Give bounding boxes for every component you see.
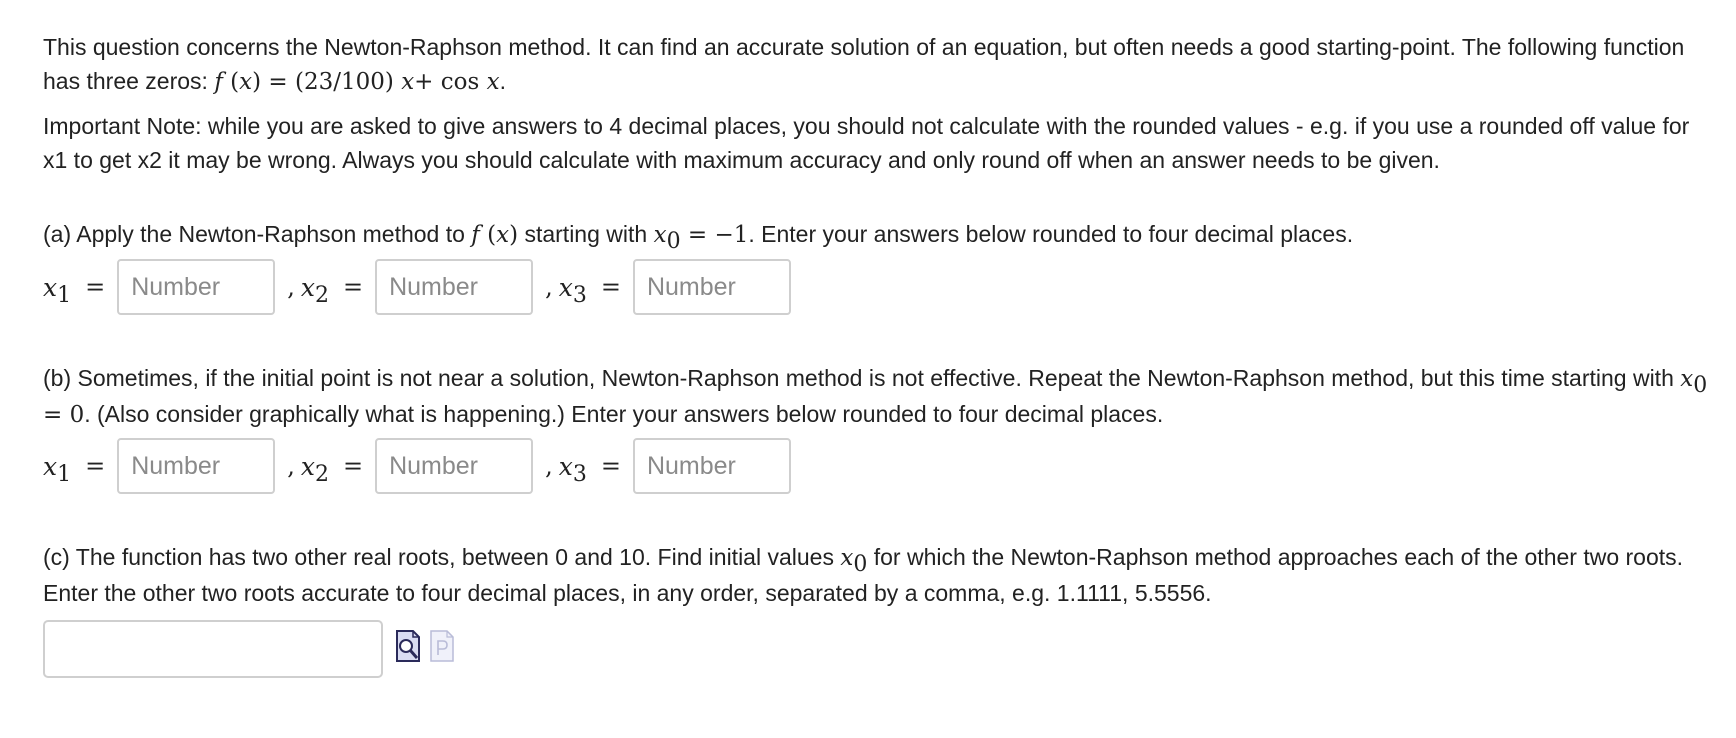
part-c-answer-row (43, 620, 1713, 678)
important-note: Important Note: while you are asked to give answers to 4 decimal places, you should not calculate with the rounded values - e.g. if you use a rounded off value for x1 to get x2 it may be wrong. Always you should calculate with maximum accuracy and only round off when an answer needs to be given. (43, 113, 1690, 173)
x2-label: x2 (300, 451, 329, 487)
part-b-x1-input[interactable] (117, 438, 275, 494)
part-c-prompt: (c) The function has two other real roots, between 0 and 10. Find initial values x0 for which the Newton-Raphson method approaches each of the other two roots. Enter the other two roots accurate to four decimal places, in any order, separated by a comma, e.g. 1.1111, 5.5556. (43, 544, 1684, 606)
part-a-answers: x1 = Number , x2 = Number , x3 = Number (43, 257, 1713, 317)
intro-text: This question concerns the Newton-Raphson method. It can find an accurate solution of an equation, but often needs a good starting-point. The following function has three zeros: (43, 34, 1685, 94)
x3-label: x3 (558, 272, 587, 308)
x3-label: x3 (558, 451, 587, 487)
intro-paragraph: This question concerns the Newton-Raphson method. It can find an accurate solution of an equation, but often needs a good starting-point. The following function has three zeros: f (x) = (23/100) x+ cos x. (43, 34, 1685, 95)
part-a-x3-input[interactable] (633, 259, 791, 315)
x2-label: x2 (300, 272, 329, 308)
part-b-prompt: (b) Sometimes, if the initial point is not near a solution, Newton-Raphson method is not effective. Repeat the Newton-Raphson method, but this time starting with x0 = 0. (Also consider graphically what is happening.) Enter your answers below rounded to four decimal places. (43, 365, 1708, 428)
x1-label: x1 (43, 272, 72, 308)
part-a-x2-input[interactable] (375, 259, 533, 315)
part-a-x1-input[interactable] (117, 259, 275, 315)
part-b-x2-input[interactable] (375, 438, 533, 494)
question-content (43, 30, 1713, 678)
part-c-roots-input[interactable] (43, 620, 383, 678)
function-expression: f (x) = (23/100) x+ cos x (214, 69, 500, 95)
preview-icon[interactable] (395, 629, 421, 669)
x1-label: x1 (43, 451, 72, 487)
syntax-help-icon[interactable] (429, 629, 455, 669)
part-b-x3-input[interactable] (633, 438, 791, 494)
part-b-answers: x1 = Number , x2 = Number , x3 = Number (43, 436, 1713, 496)
part-a-prompt: (a) Apply the Newton-Raphson method to f (x) starting with x0 = −1. Enter your answers below rounded to four decimal places. (43, 221, 1354, 254)
